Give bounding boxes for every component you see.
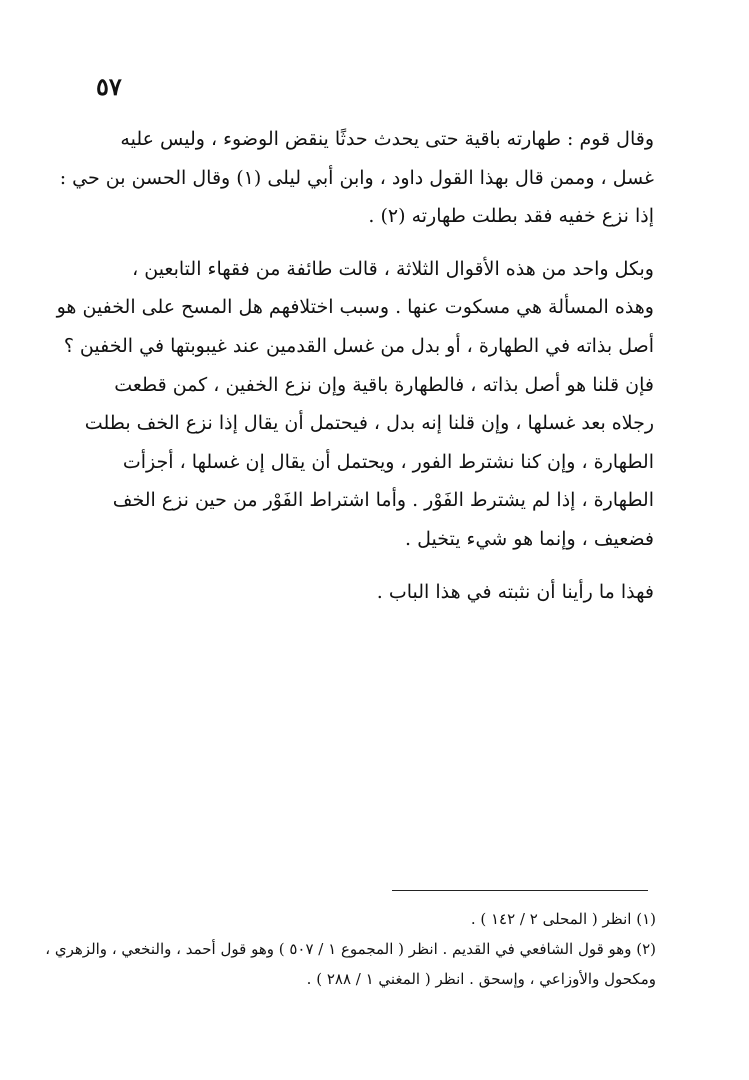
page-number: ٥٧ [96,72,122,101]
footnote [90,904,656,934]
text-line: وبكل واحد من هذه الأقوال الثلاثة ، قالت طائفة من فقهاء التابعين ، [132,257,654,280]
text-line: فإن قلنا هو أصل بذاته ، فالطهارة باقية وإن نزع الخفين ، كمن قطعت [114,373,654,396]
text-line: إذا نزع خفيه فقد بطلت طهارته (٢) . [368,205,654,228]
footnote-line: (٢) وهو قول الشافعي في القديم . انظر ( المجموع ١ / ٥٠٧ ) وهو قول أحمد ، والنخعي ، والزهري ، [45,940,656,958]
paragraph [94,573,654,612]
text-line: فضعيف ، وإنما هو شيء يتخيل . [405,527,654,550]
text-line: رجلاه بعد غسلها ، وإن قلنا إنه بدل ، فيحتمل أن يقال إذا نزع الخف بطلت [84,412,654,435]
text-line: فهذا ما رأينا أن نثبته في هذا الباب . [376,580,654,603]
main-text [56,120,654,625]
text-line: أصل بذاته في الطهارة ، أو بدل من غسل القدمين عند غيبوبتها في الخفين ؟ [63,334,654,357]
text-line: الطهارة ، وإن كنا نشترط الفور ، ويحتمل أن يقال إن غسلها ، أجزأت [122,450,654,473]
footnote-line: ومكحول والأوزاعي ، وإسحق . انظر ( المغني ١ / ٢٨٨ ) . [306,970,656,988]
text-line: غسل ، وممن قال بهذا القول داود ، وابن أبي ليلى (١) وقال الحسن بن حي : [59,166,654,189]
text-line: وقال قوم : طهارته باقية حتى يحدث حدثًا ينقض الوضوء ، وليس عليه [120,128,654,150]
footnote-line: (١) انظر ( المحلى ٢ / ١٤٢ ) . [470,910,656,928]
paragraph [56,250,654,559]
text-line: الطهارة ، إذا لم يشترط الفَوْر . وأما اشتراط الفَوْر من حين نزع الخف [112,489,654,512]
paragraph [59,120,654,236]
footnote [45,934,656,994]
footnote-divider [392,890,648,891]
text-line: وهذه المسألة هي مسكوت عنها . وسبب اختلافهم هل المسح على الخفين هو [56,296,654,319]
footnotes [45,904,656,994]
